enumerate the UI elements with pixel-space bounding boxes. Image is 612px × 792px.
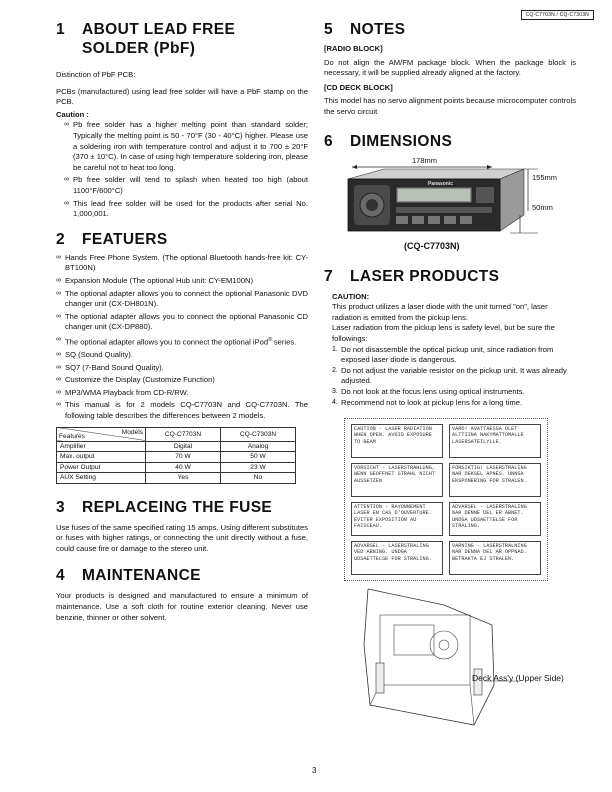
list-item: ∞ Hands Free Phone System. (The optional Bluetooth hands-free kit: CY-BT100N): [56, 252, 308, 273]
deck-assembly-diagram: [324, 585, 576, 735]
list-item: ∞ Pb free solder will tend to splash when heated too high (about 1100°F/600°C): [64, 175, 308, 195]
section-6-title: 6 DIMENSIONS: [324, 132, 453, 150]
warning-label: VORSICHT - LASERSTRAHLUNG, WENN GEOFFNET STRAHL NICHT AUSSETZEN: [351, 463, 443, 497]
table-row: Power Output 40 W 23 W: [57, 462, 296, 473]
dimensions-caption: (CQ-C7703N): [404, 240, 460, 251]
laser-caution-label: CAUTION:: [332, 291, 370, 301]
warning-label: VARNING - LASERSTRALNING NAR DENNA DEL AR OPPNAD. BETRAKTA EJ STRALEN.: [449, 541, 541, 575]
section-2-title: 2 FEATUERS: [56, 230, 168, 248]
table-header-cell: CQ-C7703N: [146, 427, 221, 441]
bullet-icon: ∞: [56, 401, 61, 409]
bullet-icon: ∞: [56, 312, 61, 320]
dimensions-diagram: [324, 153, 576, 261]
fuse-text: Use fuses of the same specified rating 15 amps. Using different substitutes or fuses with higher ratings, or connecting the unit directly without a fuse, could cause fire or damage to the stereo unit.: [56, 522, 308, 553]
page-number: 3: [312, 766, 317, 775]
list-item: ∞ This manual is for 2 models CQ-C7703N and CQ-C7703N. The following table describes the differences between 2 models.: [56, 400, 308, 420]
table-row: AUX Setting Yes No: [57, 473, 296, 484]
bullet-icon: ∞: [56, 253, 61, 261]
section-1-title: 1 ABOUT LEAD FREE SOLDER (PbF): [56, 21, 236, 57]
section-3-title: 3 REPLACEING THE FUSE: [56, 498, 273, 516]
warning-label: CAUTION - LASER RADIATION WHEN OPEN. AVOID EXPOSURE TO BEAM: [351, 424, 443, 458]
bullet-icon: ∞: [64, 199, 69, 207]
section-7-title: 7 LASER PRODUCTS: [324, 267, 500, 285]
table-row: [57, 427, 296, 441]
radio-block-text: Do not align the AM/FM package block. When the package block is necessary, it will be supplied already aligned at the factory.: [324, 57, 576, 78]
list-item: 4. Recommend not to look at pickup lens for a long time.: [332, 397, 523, 407]
cd-deck-text: This model has no servo alignment points because microcomputer controls the servo circuit: [324, 96, 576, 116]
width-label: 178mm: [412, 155, 438, 165]
warning-label: VARO! AVATTAESSA OLET ALTTIINA NAKYMATTOMALLE LASERSATEILYLLE.: [449, 424, 541, 458]
pbf-distinction: Distinction of PbF PCB:: [56, 70, 136, 79]
bullet-icon: ∞: [56, 376, 61, 384]
deck-assembly-caption: Deck Ass'y (Upper Side): [472, 673, 564, 684]
list-item: ∞ Expansion Module (The optional Hub unit: CY-EM100N): [56, 275, 253, 285]
section-4-title: 4 MAINTENANCE: [56, 567, 201, 585]
warning-label: ATTENTION - RAYONNEMENT LASER EN CAS D'OUVERTURE. EVITER EXPOSITION AU FAISCEAU.: [351, 502, 443, 536]
caution-label: Caution :: [56, 109, 89, 119]
table-header-cell: CQ-C7303N: [221, 427, 296, 441]
bullet-icon: ∞: [56, 388, 61, 396]
warning-label: ADVARSEL - LASERSTRALING NAR DENNE DEL ER ABNET. UNDGA UDSAETTELSE FOR STRALING.: [449, 502, 541, 536]
list-item: 1. Do not disassemble the optical pickup unit, since radiation from exposed laser diode is dangerous.: [332, 344, 554, 365]
table-row: Max. output 70 W 50 W: [57, 452, 296, 463]
bullet-icon: ∞: [56, 363, 61, 371]
bullet-icon: ∞: [56, 276, 61, 284]
model-header-tag: CQ-C7703N / CQ-C7303N: [521, 10, 594, 20]
table-row: Amplifier Digital Analog: [57, 441, 296, 452]
laser-text-2: Laser radiation from the pickup lens is safety level, but be sure the followings:: [332, 323, 555, 343]
left-column: [56, 20, 308, 623]
list-item: ∞ MP3/WMA Playback from CD-R/RW.: [56, 387, 189, 397]
section-5-title: 5 NOTES: [324, 21, 406, 38]
bullet-icon: ∞: [64, 121, 69, 129]
bullet-icon: ∞: [56, 351, 61, 358]
list-item: ∞ The optional adapter allows you to connect the optional Panasonic CD changer unit (CX-DP880).: [56, 311, 308, 332]
list-item: ∞ SQ7 (7-Band Sound Quality).: [56, 362, 164, 372]
bullet-icon: ∞: [56, 289, 61, 297]
list-item: ∞ Customize the Display (Customize Function): [56, 375, 215, 385]
model-comparison-table: [56, 427, 296, 484]
right-column: [324, 20, 576, 735]
maintenance-text: Your products is designed and manufactured to ensure a minimum of maintenance. Use a soft cloth for routine exterior cleaning. Never use benzine, thinner or other solvent.: [56, 591, 308, 622]
depth-label: 155mm: [532, 172, 558, 182]
list-item: ∞ SQ (Sound Quality).: [56, 350, 133, 359]
radio-block-heading: [RADIO BLOCK]: [324, 44, 383, 53]
table-header-models: Models: [121, 428, 143, 436]
bullet-icon: ∞: [56, 335, 61, 343]
deck-assembly-illustration: [324, 585, 576, 735]
list-item: 2. Do not adjust the variable resistor on the pickup unit. It was already adjusted.: [332, 365, 567, 386]
list-item: ∞ The optional adapter allows you to connect the optional iPod® series.: [56, 335, 297, 347]
brand-logo: Panasonic: [428, 180, 454, 187]
height-label: 50mm: [532, 202, 553, 212]
pbf-stamp-text: PCBs (manufactured) using lead free solder will have a PbF stamp on the PCB.: [56, 86, 308, 107]
list-item: ∞ This lead free solder will be used for the products after serial No. 1,000,001.: [64, 198, 308, 219]
warning-label: ADVARSEL - LASERSTRALING VED ABNING. UNDGA UDSAETTELSE FOR STRALING.: [351, 541, 443, 575]
list-item: ∞ The optional adapter allows you to connect the optional Panasonic DVD changer unit (CX-DH801N).: [56, 288, 308, 309]
bullet-icon: ∞: [64, 176, 69, 184]
cd-deck-heading: [CD DECK BLOCK]: [324, 82, 393, 92]
list-item: ∞ Pb free solder has a higher melting point than standard solder; Typically the melting point is 50 - 70°F (30 - 40°C) higher. Please use a soldering iron with temperature control and adjust it to 700 ± 20°F (370 ± 10°C). In case of using high temperature soldering iron, please be careful not to heat too long.: [64, 120, 308, 172]
warning-label: FORSIKTIG! LASERSTRALING NAR DEKSEL APNES. UNNGA EKSPONERING FOR STRALEN.: [449, 463, 541, 497]
table-header-features: Features: [59, 432, 86, 440]
laser-warning-labels: [344, 418, 548, 581]
laser-text-1: This product utilizes a laser diode with the unit turned "on", laser radiation is emitted from the pickup lens.: [332, 302, 548, 322]
list-item: 3. Do not look at the focus lens using optical instruments.: [332, 386, 525, 396]
